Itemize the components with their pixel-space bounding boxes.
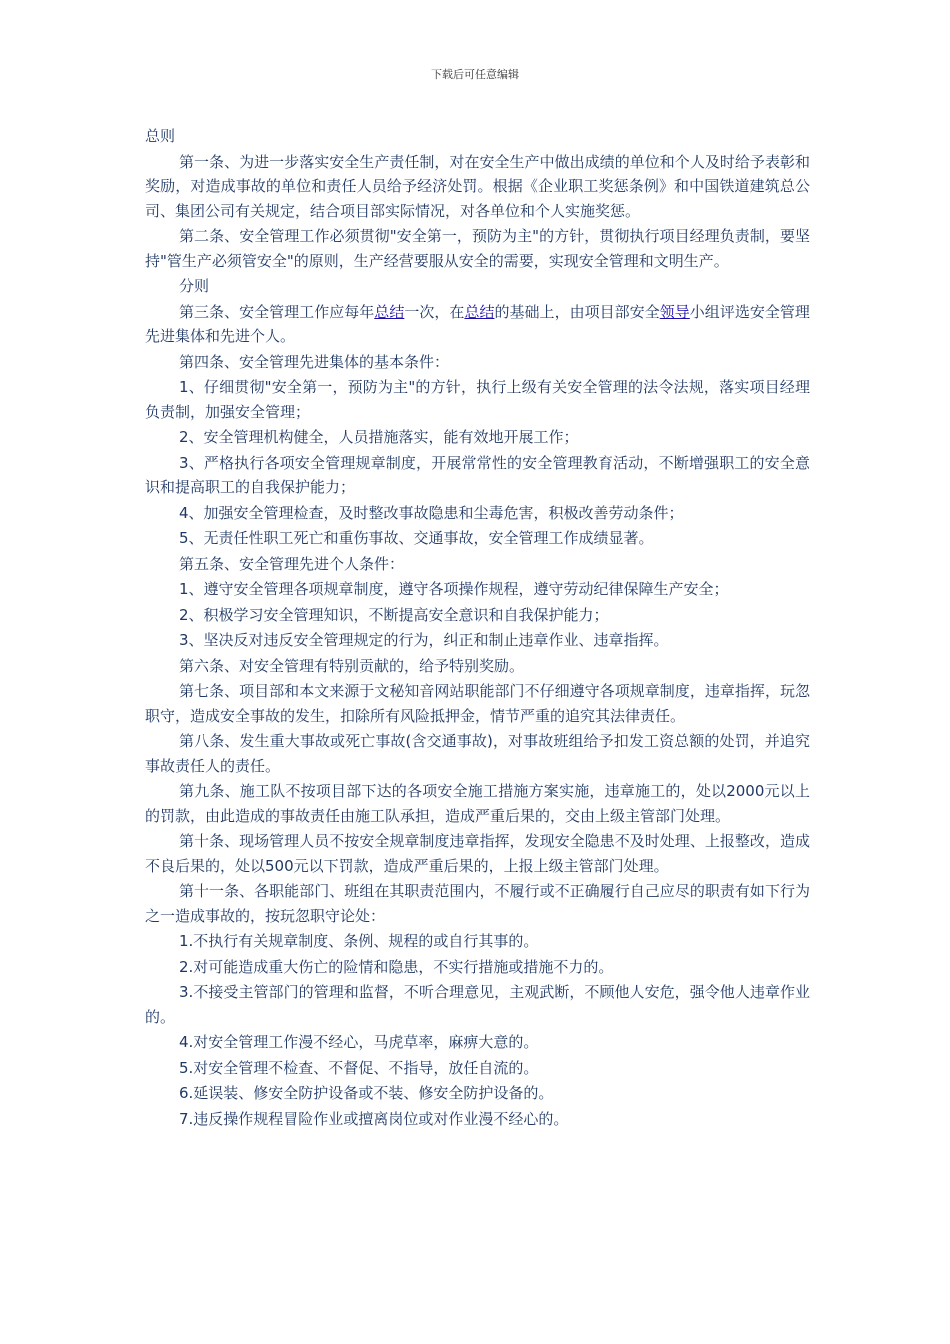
page-header: 下载后可任意编辑 [431, 68, 519, 81]
article-11-item: 4.对安全管理工作漫不经心，马虎草率，麻痹大意的。 [179, 1033, 539, 1051]
article-5-item: 1、遵守安全管理各项规章制度，遵守各项操作规程，遵守劳动纪律保障生产安全； [179, 580, 729, 598]
article-11-item: 1.不执行有关规章制度、条例、规程的或自行其事的。 [179, 932, 539, 950]
article-3-text-3: 的基础上，由项目部安全 [494, 302, 660, 321]
article-2: 第二条、安全管理工作必须贯彻"安全第一，预防为主"的方针，贯彻执行项目经理负责制，要坚持"管生产必须管安全"的原则，生产经营要服从安全的需要，实现安全管理和文明生产。 [145, 227, 810, 270]
summary-link-2[interactable]: 总结 [464, 302, 495, 321]
article-6: 第六条、对安全管理有特别贡献的，给予特别奖励。 [179, 656, 525, 675]
leadership-link[interactable]: 领导 [659, 302, 690, 321]
summary-link-1[interactable]: 总结 [374, 302, 405, 321]
article-11-item: 2.对可能造成重大伤亡的险情和隐患，不实行措施或措施不力的。 [179, 957, 614, 976]
article-11-item: 6.延误装、修安全防护设备或不装、修安全防护设备的。 [179, 1084, 554, 1102]
heading-general: 总则 [145, 127, 176, 145]
article-11-item: 3.不接受主管部门的管理和监督，不听合理意见，主观武断，不顾他人安危，强令他人违章作业的。 [145, 983, 810, 1026]
article-4-item: 4、加强安全管理检查，及时整改事故隐患和尘毒危害，积极改善劳动条件； [179, 503, 684, 522]
article-11: 第十一条、各职能部门、班组在其职责范围内，不履行或不正确履行自己应尽的职责有如下行为之一造成事故的，按玩忽职守论处： [145, 882, 810, 925]
article-10: 第十条、现场管理人员不按安全规章制度违章指挥，发现安全隐患不及时处理、上报整改，造成不良后果的，处以500元以下罚款，造成严重后果的，上报上级主管部门处理。 [145, 832, 810, 875]
article-11-item: 7.违反操作规程冒险作业或擅离岗位或对作业漫不经心的。 [179, 1109, 569, 1128]
article-9: 第九条、施工队不按项目部下达的各项安全施工措施方案实施，违章施工的，处以2000元以上的罚款，由此造成的事故责任由施工队承担，造成严重后果的，交由上级主管部门处理。 [145, 782, 810, 825]
article-8: 第八条、发生重大事故或死亡事故(含交通事故)，对事故班组给予扣发工资总额的处罚，并追究事故责任人的责任。 [145, 732, 810, 775]
article-5: 第五条、安全管理先进个人条件： [179, 554, 405, 573]
document-body [145, 124, 810, 1132]
article-3 [145, 300, 810, 349]
article-5-item: 3、坚决反对违反安全管理规定的行为，纠正和制止违章作业、违章指挥。 [179, 631, 669, 649]
article-4-item: 2、安全管理机构健全，人员措施落实，能有效地开展工作； [179, 428, 579, 446]
heading-detail: 分则 [179, 277, 210, 295]
article-1: 第一条、为进一步落实安全生产责任制，对在安全生产中做出成绩的单位和个人及时给予表彰和奖励，对造成事故的单位和责任人员给予经济处罚。根据《企业职工奖惩条例》和中国铁道建筑总公司、集团公司有关规定，结合项目部实际情况，对各单位和个人实施奖惩。 [145, 152, 810, 220]
article-11-item: 5.对安全管理不检查、不督促、不指导，放任自流的。 [179, 1058, 539, 1077]
article-7: 第七条、项目部和本文来源于文秘知音网站职能部门不仔细遵守各项规章制度，违章指挥，玩忽职守，造成安全事故的发生，扣除所有风险抵押金，情节严重的追究其法律责任。 [145, 682, 810, 725]
article-4-item: 5、无责任性职工死亡和重伤事故、交通事故，安全管理工作成绩显著。 [179, 529, 654, 547]
article-4-item: 1、仔细贯彻"安全第一，预防为主"的方针，执行上级有关安全管理的法令法规，落实项目经理负责制，加强安全管理； [145, 378, 810, 421]
article-3-text-1: 第三条、安全管理工作应每年 [179, 302, 375, 321]
article-5-item: 2、积极学习安全管理知识，不断提高安全意识和自我保护能力； [179, 605, 609, 624]
article-3-text-2: 一次，在 [404, 302, 465, 321]
article-4: 第四条、安全管理先进集体的基本条件： [179, 352, 450, 371]
article-4-item: 3、严格执行各项安全管理规章制度，开展常常性的安全管理教育活动，不断增强职工的安全意识和提高职工的自我保护能力； [145, 453, 810, 496]
article-3-text-4: 小组评选安全管理先进集体和先进个人。 [145, 302, 810, 345]
